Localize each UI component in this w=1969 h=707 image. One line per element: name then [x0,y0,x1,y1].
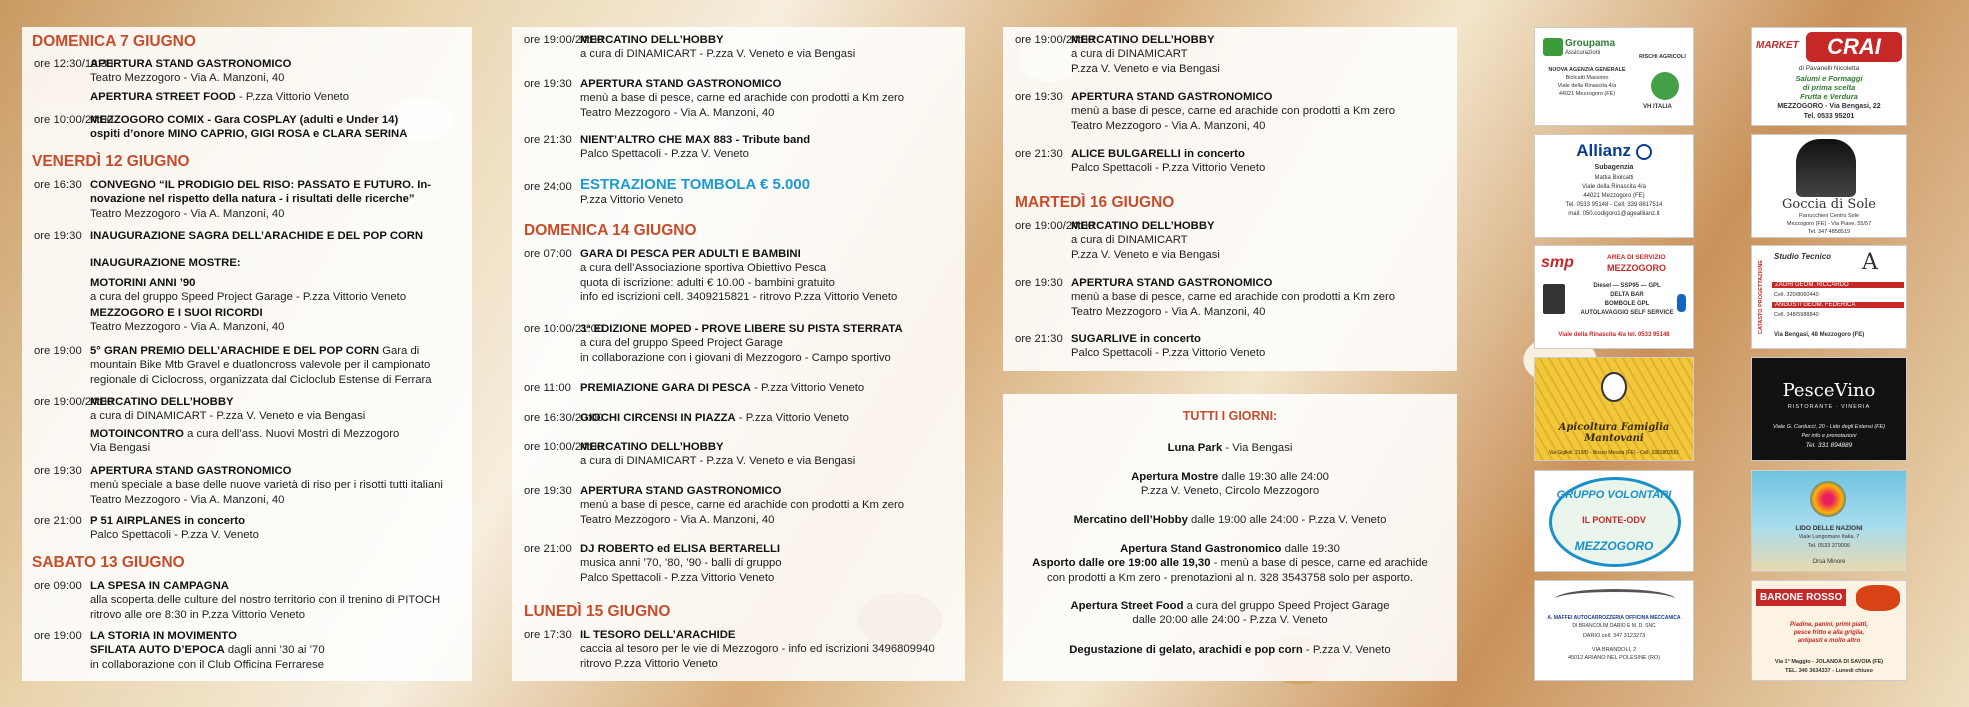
event-title: PREMIAZIONE GARA DI PESCA [580,382,751,394]
event-detail: Teatro Mezzogoro - Via A. Manzoni, 40 [1071,119,1266,132]
event-detail: ritrovo alle ore 8:30 in P.zza Vittorio Veneto [90,608,305,621]
ad-text: Via Bengasi, 48 Mezzogoro (FE) [1774,332,1865,338]
ad-officina [1534,580,1694,681]
event-time: ore 21:00 [34,515,82,527]
event-title: APERTURA STAND GASTRONOMICO [580,485,782,497]
event-item [90,90,349,104]
event-detail: a cura del gruppo Speed Project Garage - P.zza Vittorio Veneto [90,291,407,304]
event-time: ore 19:00 [34,630,82,642]
lido-logo-icon [1810,481,1846,517]
event-time: ore 12:30/19:30 [34,58,114,70]
ad-text: Tel. 347 4858519 [1807,229,1851,235]
event-item [524,133,811,161]
event-item [34,629,325,671]
event-title: APERTURA STAND GASTRONOMICO [90,465,292,477]
event-detail: Teatro Mezzogoro - Via A. Manzoni, 40 [90,321,285,334]
program-panel-2 [512,27,965,681]
allianz-logo-icon [1636,144,1652,160]
event-detail: - Via Bengasi [1222,442,1293,454]
airplane-icon [1856,585,1900,611]
ad-crai [1751,27,1907,126]
event-time: ore 19:30 [34,465,82,477]
event-detail: Teatro Mezzogoro - Via A. Manzoni, 40 [90,493,285,506]
daily-item [1003,441,1457,455]
event-item [524,77,905,119]
event-title: Degustazione di gelato, arachidi e pop corn [1069,644,1303,656]
ad-text: 44021 Mezzogoro (FE) [1583,193,1645,199]
event-detail: caccia al tesoro per le vie di Mezzogoro - info ed iscrizioni 3496809940 [580,643,935,656]
event-time: ore 16:30/20:00 [524,412,604,424]
event-time: ore 19:00/24:00 [34,396,114,408]
event-detail: con prodotti a Km zero - prenotazioni al n. 328 3543758 solo per asporto. [1046,571,1414,584]
event-title: APERTURA STAND GASTRONOMICO [90,58,292,70]
event-detail: Palco Spettacoli - P.zza V. Veneto [580,148,749,161]
event-item [34,464,443,506]
event-time: ore 17:30 [524,629,572,641]
event-item [1015,219,1220,261]
event-title: LA STORIA IN MOVIMENTO [90,630,237,642]
event-detail: Teatro Mezzogoro - Via A. Manzoni, 40 [580,106,775,119]
event-title: DJ ROBERTO ed ELISA BERTARELLI [580,543,781,555]
daily-panel [1003,394,1457,681]
event-detail: - P.zza V. Veneto [1302,644,1391,656]
event-detail: - P.zza Vittorio Veneto [235,91,350,103]
event-title: CONVEGNO “IL PRODIGIO DEL RISO: PASSATO E FUTURO. In- [90,179,432,191]
event-title: Apertura Street Food [1070,600,1184,612]
event-detail: menù a base di pesce, carne ed arachide con prodotti a Km zero [1071,291,1396,304]
event-time: ore 16:30 [34,179,82,191]
event-item [90,276,406,305]
ad-pescevino [1751,357,1907,461]
event-detail: novazione nel rispetto della natura - i risultati delle ricerche” [90,193,415,206]
event-detail: dalle 19:30 alle 24:00 [1218,471,1329,483]
event-title: GIOCHI CIRCENSI IN PIAZZA [580,412,736,424]
studio-logo-icon: A [1862,250,1878,275]
event-title: GARA DI PESCA PER ADULTI E BAMBINI [580,248,801,260]
day-heading: DOMENICA 14 GIUGNO [524,222,697,239]
ad-text: AUTOLAVAGGIO SELF SERVICE [1580,310,1674,316]
ad-text: BOMBOLE GPL [1604,301,1650,307]
ad-text: Orsa Minore [1812,559,1846,565]
ad-brand: Groupama [1565,38,1616,49]
event-detail: menù speciale a base delle nuove varietà di riso per i risotti tutti italiani [90,479,443,492]
event-item [524,381,865,395]
event-item [34,514,259,542]
event-detail: a cura di DINAMICART [1071,48,1188,61]
event-item [524,440,856,468]
event-time: ore 09:00 [34,580,82,592]
ad-text: antipasti e molto altro [1797,638,1861,644]
event-detail: menù a base di pesce, carne ed arachide con prodotti a Km zero [580,499,905,512]
event-item [524,33,856,61]
event-title: NIENT’ALTRO CHE MAX 883 - Tribute band [580,134,811,146]
ad-text: IL PONTE-ODV [1582,515,1646,525]
event-item [1015,332,1266,360]
event-time: ore 10:00/24:00 [34,114,114,126]
ad-text: MEZZOGORO [1607,263,1666,273]
ad-barone-rosso [1751,580,1907,681]
ad-brand: Allianz [1576,141,1632,160]
ad-text: Via Giglioli, 219/D - Bosco Mesola (FE) - Cell. 3381802551 [1548,450,1680,456]
ad-text: Tel. 0533 379006 [1807,543,1851,549]
ad-text: mail: 050.codigoro1@agealliianz.it [1568,211,1660,217]
event-item [90,306,284,335]
ad-text: Diesel — SSP95 — GPL [1593,283,1661,289]
ad-text: GRUPPO VOLONTARI [1556,489,1672,501]
event-item [34,344,432,386]
ad-text: Piadine, panini, primi piatti, [1789,622,1868,628]
ad-text: Frutta e Verdura [1800,92,1858,101]
daily-item [1003,542,1457,585]
event-title: 3ª EDIZIONE MOPED - PROVE LIBERE SU PISTA STERRATA [580,323,903,335]
event-detail: musica anni ’70, ’80, ’90 - balli di gruppo [580,557,782,570]
event-detail: Gara di [379,345,420,357]
event-detail: dalle 19:30 [1281,543,1340,555]
daily-item [1003,599,1457,628]
event-time: ore 21:00 [524,543,572,555]
ad-text: ANGUSTI GEOM. FEDERICA [1772,302,1904,308]
event-time: ore 19:30 [34,230,82,242]
event-title: INAUGURAZIONE MOSTRE: [90,257,241,269]
event-title: P 51 AIRPLANES in concerto [90,515,246,527]
event-detail: a cura di DINAMICART - P.zza V. Veneto e via Bengasi [580,455,856,468]
ad-goccia-di-sole [1751,134,1907,238]
ad-text: 44021 Mezzogoro (FE) [1558,91,1616,97]
ad-lido [1751,470,1907,572]
ad-text: Mezzogoro (FE) - Via Piave, 55/57 [1786,221,1872,227]
event-time: ore 07:00 [524,248,572,260]
event-detail: quota di iscrizione: adulti € 10.00 - bambini gratuito [580,276,835,289]
ad-brand: Goccia di Sole [1781,197,1876,212]
ad-brand: BARONE ROSSO [1756,589,1846,606]
event-item [1015,276,1396,318]
event-time: ore 19:30 [1015,91,1063,103]
ad-text: Viale della Rinascita 4/a [1557,83,1617,89]
event-item [1015,33,1220,75]
ad-text: Tel. 0533 95148 - Cell. 339 8817514 [1565,202,1663,208]
vh-logo-icon [1651,72,1679,100]
ad-text: RISTORANTE · VINERIA [1787,404,1871,410]
event-detail: a cura del gruppo Speed Project Garage [580,337,783,350]
event-detail: a cura dell’Associazione sportiva Obiettivo Pesca [580,262,827,275]
event-detail: regionale di Ciclocross, organizzata dal Cicloclub Estense di Ferrara [90,373,432,386]
event-item [1015,147,1266,175]
ad-brand: Apicoltura Famiglia Mantovani [1558,422,1670,444]
event-title: MERCATINO DELL’HOBBY [580,34,724,46]
event-detail: ospiti d’onore MINO CAPRIO, GIGI ROSA e CLARA SERINA [90,128,408,141]
ad-text: Subagenzia [1594,164,1634,171]
ad-text: RISCHI AGRICOLI [1639,54,1686,60]
bee-icon [1601,372,1627,402]
event-detail: - P.zza Vittorio Veneto [750,382,865,394]
event-item [524,628,935,670]
event-detail: ritrovo P.zza Vittorio Veneto [580,657,718,670]
ad-text: Parrucchieri Centro Sole [1799,213,1859,219]
event-detail: menù a base di pesce, carne ed arachide con prodotti a Km zero [1071,105,1396,118]
event-detail: Teatro Mezzogoro - Via A. Manzoni, 40 [1071,305,1266,318]
event-title: 19:00 alle 19,30 [1128,557,1211,570]
ad-text: Cell. 348/5988840 [1774,312,1819,318]
event-detail: in collaborazione con il Club Officina Ferrarese [90,658,325,671]
ad-text: Studio Tecnico [1774,252,1832,261]
event-item [34,579,441,621]
ad-text: Cell. 320/8060440 [1774,292,1819,298]
event-item [90,427,399,456]
ad-text: Viale della Rinascita 4/a [1582,184,1646,190]
event-detail: - menù a base di pesce, carne ed arachide [1210,557,1428,570]
car-wash-icon [1543,284,1565,314]
event-detail: dalle 19:00 alle 24:00 - P.zza V. Veneto [1187,514,1387,526]
event-title: SUGARLIVE in concerto [1071,333,1201,345]
event-title: ESTRAZIONE TOMBOLA € 5.000 [580,176,811,193]
ad-text: MEZZOGORO [1574,539,1654,553]
program-panel-3 [1003,27,1457,371]
ad-text: DARIO cell. 347 3123273 [1582,633,1646,639]
event-item [524,411,849,425]
event-detail: P.zza Vittorio Veneto [580,194,684,207]
event-detail: - P.zza Vittorio Veneto [735,412,849,424]
event-detail: menù a base di pesce, carne ed arachide con prodotti a Km zero [580,92,905,105]
car-icon [1555,589,1675,609]
ad-text: pesce fritto e alla griglia, [1793,630,1865,636]
event-detail: a cura dell’ass. Nuovi Mostri di Mezzogoro [183,428,400,440]
event-time: ore 11:00 [524,382,571,394]
event-item [34,113,408,141]
gas-tank-icon [1677,294,1686,312]
event-time: ore 21:30 [1015,333,1063,345]
event-item [524,322,903,364]
event-item [524,247,898,303]
ad-text: Viale Lungomare Italia, 7 [1798,534,1860,540]
ad-text: DELTA BAR [1610,292,1644,298]
event-title: MEZZOGORO COMIX - Gara COSPLAY (adulti e Under 14) [90,114,399,126]
event-time: ore 19:00/24:00 [524,34,604,46]
event-time: ore 21:30 [1015,148,1063,160]
event-title: Apertura Stand Gastronomico [1120,543,1282,555]
event-title: APERTURA STAND GASTRONOMICO [580,78,782,90]
ad-text: VH ITALIA [1643,104,1672,110]
ad-text: Biolcatti Massimo [1565,75,1609,81]
event-title: MEZZOGORO E I SUOI RICORDI [90,307,263,319]
day-heading: SABATO 13 GIUGNO [32,554,185,571]
event-item [34,178,432,220]
ad-text: Per info e prenotazioni [1801,433,1857,439]
event-title: Asporto dalle ore [1032,557,1129,570]
event-title: SFILATA AUTO D’EPOCA [90,644,225,657]
event-detail: Palco Spettacoli - P.zza Vittorio Veneto [580,571,775,584]
event-item [34,395,366,423]
ad-text: ZAGHI GEOM. RICCARDO [1772,282,1904,288]
event-detail: Teatro Mezzogoro - Via A. Manzoni, 40 [90,72,285,85]
ad-text: Tel. 331 894889 [1805,442,1853,449]
ad-text: 45012 ARIANO NEL POLESINE (RO) [1567,655,1661,661]
ad-groupama [1534,27,1694,126]
event-title: MOTORINI ANNI ’90 [90,277,196,289]
day-heading: DOMENICA 7 GIUGNO [32,33,196,50]
ad-text: MEZZOGORO - Via Bengasi, 22 [1777,103,1881,110]
daily-item [1003,470,1457,499]
event-item [524,484,905,526]
event-detail: Palco Spettacoli - P.zza Vittorio Veneto [1071,347,1266,360]
groupama-logo-icon [1543,38,1563,56]
event-item [34,229,424,243]
day-heading: LUNEDÌ 15 GIUGNO [524,603,671,620]
event-time: ore 19:30 [524,485,572,497]
event-detail: Palco Spettacoli - P.zza V. Veneto [90,529,259,542]
event-detail: mountain Bike Mtb Gravel e duatloncross valevole per il campionato [90,359,431,372]
event-title: Apertura Mostre [1131,471,1219,483]
event-detail: Teatro Mezzogoro - Via A. Manzoni, 40 [580,513,775,526]
event-time: ore 21:30 [524,134,572,146]
daily-item [1003,643,1457,657]
ad-text: LIDO DELLE NAZIONI [1795,525,1863,532]
event-title: APERTURA STAND GASTRONOMICO [1071,91,1273,103]
ad-text: TEL. 340 3634337 - Lunedì chiuso [1785,668,1873,674]
event-time: ore 10:00/21:00 [524,323,604,335]
ad-volontari [1534,470,1694,572]
event-detail: P.zza V. Veneto, Circolo Mezzogoro [1140,485,1320,498]
day-heading: MARTEDÌ 16 GIUGNO [1015,194,1175,211]
ad-text: DI BRANCOLIM DARIO E M. D. SNC [1572,623,1656,629]
ad-text: Viale G. Carducci, 20 - Lido degli Estensi (FE) [1772,424,1886,430]
event-time: ore 10:00/24:00 [524,441,604,453]
event-item [524,176,811,207]
ad-text: VIA BRANDOLI, 2 [1591,647,1637,653]
ad-apicoltura [1534,357,1694,461]
ad-text: Viale della Rinascita 4/a tel. 0533 95148 [1558,332,1670,338]
event-title: MERCATINO DELL’HOBBY [1071,34,1215,46]
event-detail: dagli anni ’30 ai ’70 [224,644,325,657]
event-title: MERCATINO DELL’HOBBY [580,441,724,453]
ad-text: MARKET [1756,40,1799,51]
program-panel-1 [22,27,472,681]
event-time: ore 19:00/24:00 [1015,34,1095,46]
ad-text: NUOVA AGENZIA GENERALE [1548,67,1626,73]
event-detail: Via Bengasi [90,442,151,455]
event-title: INAUGURAZIONE SAGRA DELL’ARACHIDE E DEL POP CORN [90,230,424,242]
event-time: ore 19:00 [34,345,82,357]
event-detail: P.zza V. Veneto e via Bengasi [1071,62,1220,75]
day-heading: VENERDÌ 12 GIUGNO [32,153,190,170]
ad-brand: CRAI [1806,32,1902,62]
ad-text: di prima scelta [1802,83,1856,92]
event-item [90,256,241,270]
event-item [1015,90,1396,132]
ad-text: A. MAFFEI AUTOCARROZZERIA OFFICINA MECCANICA [1547,615,1681,621]
event-time: ore 19:30 [524,78,572,90]
daily-title: TUTTI I GIORNI: [1182,409,1278,423]
ad-text: Salumi e Formaggi [1795,74,1863,83]
event-detail: in collaborazione con i giovani di Mezzogoro - Campo sportivo [580,351,891,364]
ad-text: Via 1° Maggio - JOLANDA DI SAVOIA (FE) [1774,659,1884,665]
event-title: 5° GRAN PREMIO DELL’ARACHIDE E DEL POP CORN [90,345,380,357]
event-detail: dalle 20:00 alle 24:00 - P.zza V. Veneto [1132,614,1328,627]
event-title: APERTURA STAND GASTRONOMICO [1071,277,1273,289]
event-detail: info ed iscrizioni cell. 3409215821 - ritrovo P.zza Vittorio Veneto [580,290,898,303]
event-detail: a cura di DINAMICART [1071,234,1188,247]
event-title: Luna Park [1167,442,1223,454]
event-detail: P.zza V. Veneto e via Bengasi [1071,248,1220,261]
event-item [524,542,782,584]
event-time: ore 19:00/24:00 [1015,220,1095,232]
ad-brand: PesceVino [1782,380,1876,401]
daily-item [1003,513,1457,527]
ad-allianz [1534,134,1694,238]
event-title: APERTURA STREET FOOD [90,91,236,103]
event-time: ore 19:30 [1015,277,1063,289]
ad-text: di Pavanelli Nicoletta [1798,65,1860,72]
event-title: LA SPESA IN CAMPAGNA [90,580,229,592]
event-detail: a cura del gruppo Speed Project Garage [1183,600,1390,612]
event-detail: a cura di DINAMICART - P.zza V. Veneto e via Bengasi [580,48,856,61]
event-title: MERCATINO DELL’HOBBY [1071,220,1215,232]
event-time: ore 24:00 [524,181,572,193]
event-item [34,57,292,85]
ad-text: Mattia Biolcatti [1594,175,1634,181]
ad-text: Assicurazioni [1565,50,1601,56]
event-detail: a cura di DINAMICART - P.zza V. Veneto e via Bengasi [90,410,366,423]
ad-text: Tel. 0533 95201 [1803,113,1855,120]
ad-brand: smp [1541,254,1574,271]
event-title: Mercatino dell’Hobby [1073,514,1188,526]
event-title: MERCATINO DELL’HOBBY [90,396,234,408]
event-detail: Teatro Mezzogoro - Via A. Manzoni, 40 [90,207,285,220]
event-detail: alla scoperta delle culture del nostro territorio con il trenino di PITOCH [90,594,441,607]
event-detail: Palco Spettacoli - P.zza Vittorio Veneto [1071,162,1266,175]
ad-text: CATASTO PROGETTAZIONE [1758,259,1764,335]
woman-portrait-icon [1796,139,1856,197]
event-title: ALICE BULGARELLI in concerto [1071,148,1245,160]
ad-text: AREA DI SERVIZIO [1607,254,1666,261]
event-title: MOTOINCONTRO [90,428,184,440]
event-title: IL TESORO DELL’ARACHIDE [580,629,736,641]
ad-smp [1534,245,1694,349]
ad-studio-tecnico [1751,245,1907,349]
